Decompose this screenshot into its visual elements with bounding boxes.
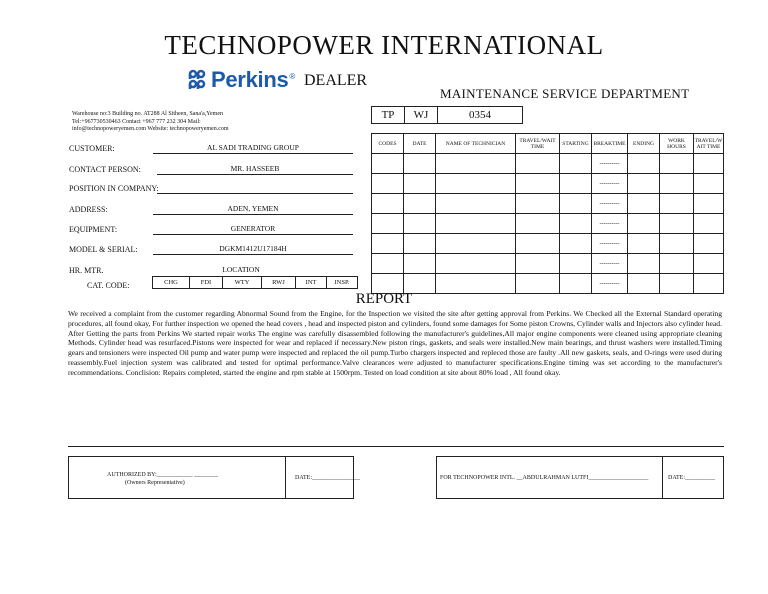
model-label: MODEL & SERIAL:	[69, 245, 138, 254]
break-mark: ----------	[592, 154, 628, 174]
break-mark: ----------	[592, 274, 628, 294]
break-mark: ----------	[592, 174, 628, 194]
table-header-row	[372, 134, 724, 154]
equipment-underline	[153, 234, 353, 235]
cell[interactable]	[372, 234, 404, 254]
break-mark: ----------	[592, 234, 628, 254]
technician-log-table	[371, 133, 724, 294]
divider	[68, 446, 724, 447]
cat-code-label: CAT. CODE:	[87, 281, 130, 290]
cell[interactable]	[560, 174, 592, 194]
authorized-by[interactable]: AUTHORIZED BY:____________ ________	[107, 472, 219, 478]
cell[interactable]	[372, 194, 404, 214]
report-heading: REPORT	[355, 291, 413, 307]
job-number[interactable]: 0354	[438, 107, 523, 124]
cell[interactable]	[516, 254, 560, 274]
address-line: info@technopoweryemen.com Website: technopoweryemen.com	[72, 126, 229, 132]
cat-code-insp[interactable]: INSP.	[327, 277, 358, 289]
cell[interactable]	[560, 194, 592, 214]
cell[interactable]	[404, 234, 436, 254]
customer-label: CUSTOMER:	[69, 144, 115, 153]
cat-code-table	[152, 276, 358, 289]
cell[interactable]	[436, 214, 516, 234]
cell[interactable]	[560, 154, 592, 174]
cat-code-rwj[interactable]: RWJ	[262, 277, 296, 289]
table-row	[372, 194, 724, 214]
cell[interactable]	[436, 174, 516, 194]
header-travel-wait: TRAVEL/WAIT TIME	[516, 134, 560, 154]
perkins-logo-icon	[186, 69, 208, 91]
cat-code-fdi[interactable]: FDI	[190, 277, 223, 289]
model-field[interactable]: DGKM1412U17184H	[219, 244, 287, 253]
cat-code-int[interactable]: INT	[296, 277, 327, 289]
cell[interactable]	[372, 154, 404, 174]
header-breaktime: BREAKTIME	[592, 134, 628, 154]
report-body[interactable]: We received a complaint from the customer regarding Abnormal Sound from the Engine, for the Inspection we visited the site after getting approval from Perkins. We Checked all the External Standard operating procedures, all found okay, For further inspection we opened the head covers , head and inspected piston and cylinders, found some damages for Some piston Crowns, Cylinder walls and Injectors also cylinder head. After Getting the parts from Perkins We started repair works The engine was carefully disassembled following the manufacturer's guidelines,All major engine components were cleaned using appropriate cleaning Methods. Cylinder head was resurfaced.Pistons were inspected for wear and replaced if necessary.New piston rings, gaskets, and seals were installed.New main bearings, and thrust washers were installed.Timing gears and tensioners were inspected Oil pump and water pump were inspected and replaced the oil pump.Turbo chargers inspected and repleced those are faulty .All new gaskets, seals, and O-rings were used during reassembly.Fuel injection system was calibrated and tested for optimal performance.Valve clearances were adjusted to manufacturer specifications.Engine timing was set according to the manufacturer's recommendations. Conclision: Repairs completed, started the engine and rpm stable at 1500rpm. Tested on load condition at site about 80% load , All found okay.	[68, 309, 722, 377]
header-codes: CODES	[372, 134, 404, 154]
cell[interactable]	[404, 214, 436, 234]
header-date: DATE	[404, 134, 436, 154]
table-row	[372, 174, 724, 194]
cell[interactable]	[660, 174, 694, 194]
cell[interactable]	[628, 234, 660, 254]
cell[interactable]	[694, 194, 724, 214]
table-row	[372, 234, 724, 254]
customer-underline	[153, 153, 353, 154]
department-title: MAINTENANCE SERVICE DEPARTMENT	[440, 86, 690, 101]
dealer-label: DEALER	[304, 72, 368, 89]
header-technician: NAME OF TECHNICIAN	[436, 134, 516, 154]
brand-name: Perkins	[211, 67, 289, 92]
model-underline	[153, 254, 353, 255]
position-label: POSITION IN COMPANY:	[69, 184, 159, 193]
cat-code-chg[interactable]: CHG	[153, 277, 190, 289]
address-underline	[153, 214, 353, 215]
cell[interactable]	[560, 214, 592, 234]
cell[interactable]	[516, 174, 560, 194]
address-label: ADDRESS:	[69, 205, 108, 214]
cell[interactable]	[516, 154, 560, 174]
equipment-label: EQUIPMENT:	[69, 225, 118, 234]
company-address	[72, 111, 229, 134]
contact-label: CONTACT PERSON:	[69, 165, 141, 174]
table-row	[372, 214, 724, 234]
cell[interactable]	[516, 234, 560, 254]
cell[interactable]	[660, 154, 694, 174]
cell[interactable]	[660, 254, 694, 274]
cell[interactable]	[372, 174, 404, 194]
table-row	[372, 154, 724, 174]
address-line: Warehouse no:3 Building no. AT288 Al Sitheen, Sana'a,Yemen	[72, 111, 223, 117]
break-mark: ----------	[592, 194, 628, 214]
tp-cell: TP	[372, 107, 405, 124]
cell[interactable]	[694, 154, 724, 174]
owners-representative: (Owners Representative)	[125, 480, 185, 486]
owner-date[interactable]: DATE:________________	[295, 475, 360, 481]
brand-mark: ®	[289, 71, 296, 81]
header-ending: ENDING	[628, 134, 660, 154]
break-mark: ----------	[592, 254, 628, 274]
customer-field[interactable]: AL SADI TRADING GROUP	[207, 143, 299, 152]
address-line: Tel:+967730530463 Contact +967 777 232 304 Mail:	[72, 118, 201, 125]
cell[interactable]	[694, 174, 724, 194]
company-signature-box	[436, 456, 724, 499]
cell[interactable]	[516, 194, 560, 214]
cell[interactable]	[436, 234, 516, 254]
cell[interactable]	[628, 194, 660, 214]
cell[interactable]	[694, 214, 724, 234]
cell[interactable]	[628, 174, 660, 194]
cell[interactable]	[404, 174, 436, 194]
cell[interactable]	[694, 234, 724, 254]
company-date[interactable]: DATE:__________	[668, 475, 715, 481]
cell[interactable]	[628, 154, 660, 174]
cell[interactable]	[560, 234, 592, 254]
cell[interactable]	[660, 194, 694, 214]
technopower-signature[interactable]: FOR TECHNOPOWER INTL. __ABDULRAHMAN LUTFI____________________	[440, 475, 649, 481]
cell[interactable]	[628, 214, 660, 234]
owner-signature-box	[68, 456, 360, 499]
cell[interactable]	[560, 254, 592, 274]
cell[interactable]	[404, 154, 436, 174]
cell[interactable]	[436, 154, 516, 174]
perkins-logo	[186, 67, 295, 93]
wj-cell: WJ	[405, 107, 438, 124]
cell[interactable]	[694, 254, 724, 274]
header-work-hours: WORK HOURS	[660, 134, 694, 154]
cell[interactable]	[628, 254, 660, 274]
cat-code-wty[interactable]: WTY	[223, 277, 262, 289]
contact-underline	[157, 174, 353, 175]
equipment-field[interactable]: GENERATOR	[230, 224, 276, 233]
break-mark: ----------	[592, 214, 628, 234]
header-starting: STARTING	[560, 134, 592, 154]
cell[interactable]	[372, 254, 404, 274]
cell[interactable]	[660, 214, 694, 234]
cell[interactable]	[436, 254, 516, 274]
job-reference-box	[371, 106, 523, 124]
location-label: LOCATION	[222, 265, 260, 274]
company-title: TECHNOPOWER INTERNATIONAL	[164, 30, 604, 60]
cell[interactable]	[372, 214, 404, 234]
table-row	[372, 254, 724, 274]
address-field[interactable]: ADEN, YEMEN	[227, 204, 279, 213]
cell[interactable]	[660, 234, 694, 254]
hr-meter-label: HR. MTR.	[69, 266, 104, 275]
header-travel-wait-2: TRAVEL/W AIT TIME	[694, 134, 724, 154]
cell[interactable]	[404, 254, 436, 274]
cell[interactable]	[516, 214, 560, 234]
contact-field[interactable]: MR. HASSEEB	[230, 164, 280, 173]
cell[interactable]	[404, 194, 436, 214]
cell[interactable]	[436, 194, 516, 214]
position-underline	[157, 193, 353, 194]
